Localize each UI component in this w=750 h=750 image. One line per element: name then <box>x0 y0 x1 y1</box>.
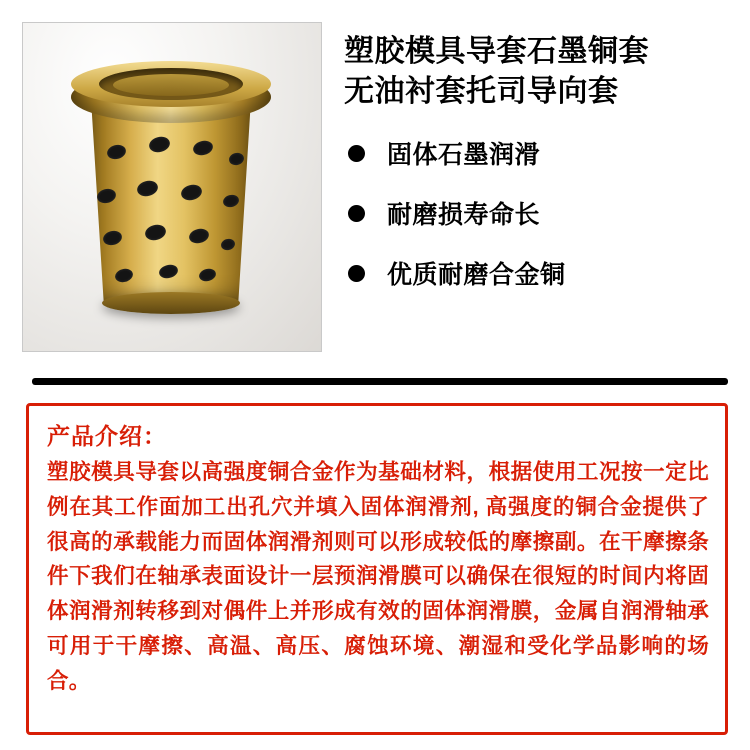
bushing-bore-inner <box>113 74 229 96</box>
bushing-illustration <box>71 61 271 316</box>
bullet-dot-icon <box>348 205 365 222</box>
product-title-line-1: 塑胶模具导套石墨铜套 <box>344 35 649 68</box>
product-title-line-2: 无油衬套托司导向套 <box>344 74 619 108</box>
feature-item <box>348 195 736 231</box>
product-header-section <box>0 0 750 368</box>
description-title: 产品介绍： <box>47 423 167 449</box>
section-divider <box>32 378 728 385</box>
feature-label: 固体石墨润滑 <box>387 141 541 170</box>
bullet-dot-icon <box>348 145 365 162</box>
bushing-bottom-edge <box>102 292 240 314</box>
bullet-dot-icon <box>348 265 365 282</box>
feature-item <box>348 255 736 291</box>
product-description-panel <box>26 403 728 735</box>
product-photo <box>22 22 322 352</box>
description-body: 塑胶模具导套以高强度铜合金作为基础材料，根据使用工况按一定比例在其工作面加工出孔穴并填入固体润滑剂, 高强度的铜合金提供了很高的承载能力而固体润滑剂则可以形成较低的摩擦副。在干摩擦条件下我们在轴承表面设计一层预润滑膜可以确保在很短的时间内将固体润滑剂转移到对偶件上并形成有效的固体润滑膜，金属自润滑轴承可用于干摩擦、高温、高压、腐蚀环境、潮湿和受化学品影响的场合。 <box>47 460 709 693</box>
photo-background <box>23 23 321 351</box>
feature-list <box>344 135 736 291</box>
feature-item <box>348 135 736 171</box>
feature-label: 耐磨损寿命长 <box>387 201 541 230</box>
headline-block <box>322 22 736 315</box>
feature-label: 优质耐磨合金铜 <box>387 261 566 290</box>
